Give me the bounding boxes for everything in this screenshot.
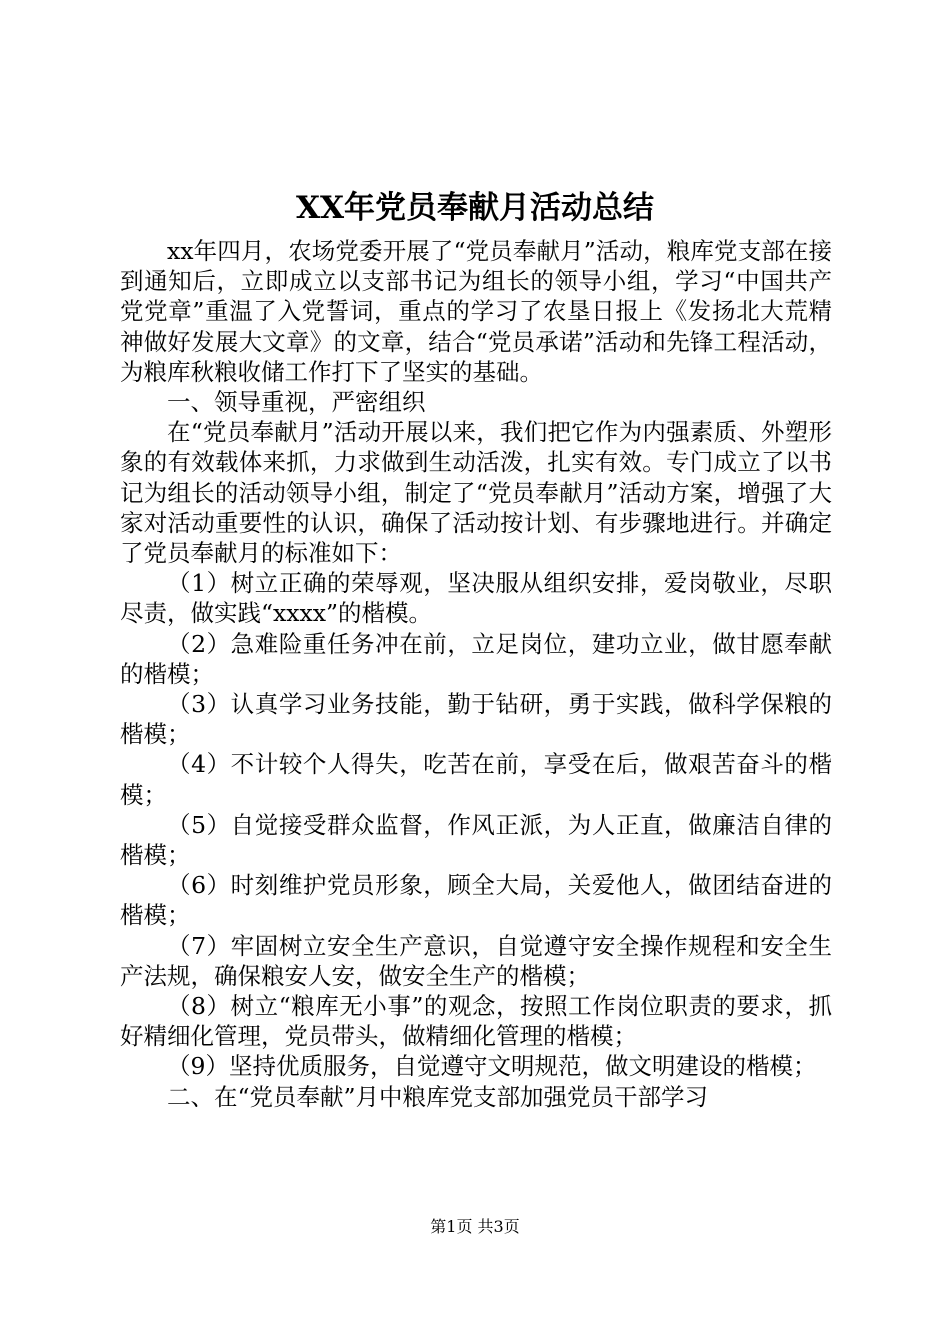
standard-item-1: （1）树立正确的荣辱观，坚决服从组织安排，爱岗敬业，尽职尽责，做实践“xxxx”的楷模。 [120, 569, 832, 628]
standard-item-4: （4）不计较个人得失，吃苦在前，享受在后，做艰苦奋斗的楷模； [120, 750, 832, 809]
paragraph-intro: xx年四月，农场党委开展了“党员奉献月”活动，粮库党支部在接到通知后，立即成立以支部书记为组长的领导小组，学习“中国共产党党章”重温了入党誓词，重点的学习了农垦日报上《发扬北大荒精神做好发展大文章》的文章，结合“党员承诺”活动和先锋工程活动，为粮库秋粮收储工作打下了坚实的基础。 [120, 237, 832, 386]
page-footer: 第1页 共3页 [430, 1217, 520, 1236]
document-title: XX年党员奉献月活动总结 [295, 190, 655, 226]
standard-item-5: （5）自觉接受群众监督，作风正派，为人正直，做廉洁自律的楷模； [120, 810, 832, 870]
document-body [120, 236, 832, 1112]
paragraph-section-1: 在“党员奉献月”活动开展以来，我们把它作为内强素质、外塑形象的有效载体来抓，力求做到生动活泼，扎实有效。专门成立了以书记为组长的活动领导小组，制定了“党员奉献月”活动方案，增强了大家对活动重要性的认识，确保了活动按计划、有步骤地进行。并确定了党员奉献月的标准如下： [120, 418, 832, 568]
section-heading-1: 一、领导重视，严密组织 [167, 388, 426, 417]
standard-item-6: （6）时刻维护党员形象，顾全大局，关爱他人，做团结奋进的楷模； [120, 871, 832, 930]
standard-item-8: （8）树立“粮库无小事”的观念，按照工作岗位职责的要求，抓好精细化管理，党员带头，做精细化管理的楷模； [120, 992, 832, 1051]
section-heading-2: 二、在“党员奉献”月中粮库党支部加强党员干部学习 [167, 1082, 709, 1111]
standard-item-7: （7）牢固树立安全生产意识，自觉遵守安全操作规程和安全生产法规，确保粮安人安，做安全生产的楷模； [120, 931, 832, 990]
standard-item-2: （2）急难险重任务冲在前，立足岗位，建功立业，做甘愿奉献的楷模； [120, 629, 832, 688]
standard-item-3: （3）认真学习业务技能，勤于钻研，勇于实践，做科学保粮的楷模； [120, 690, 832, 749]
standard-item-9: （9）坚持优质服务，自觉遵守文明规范，做文明建设的楷模； [167, 1052, 817, 1081]
